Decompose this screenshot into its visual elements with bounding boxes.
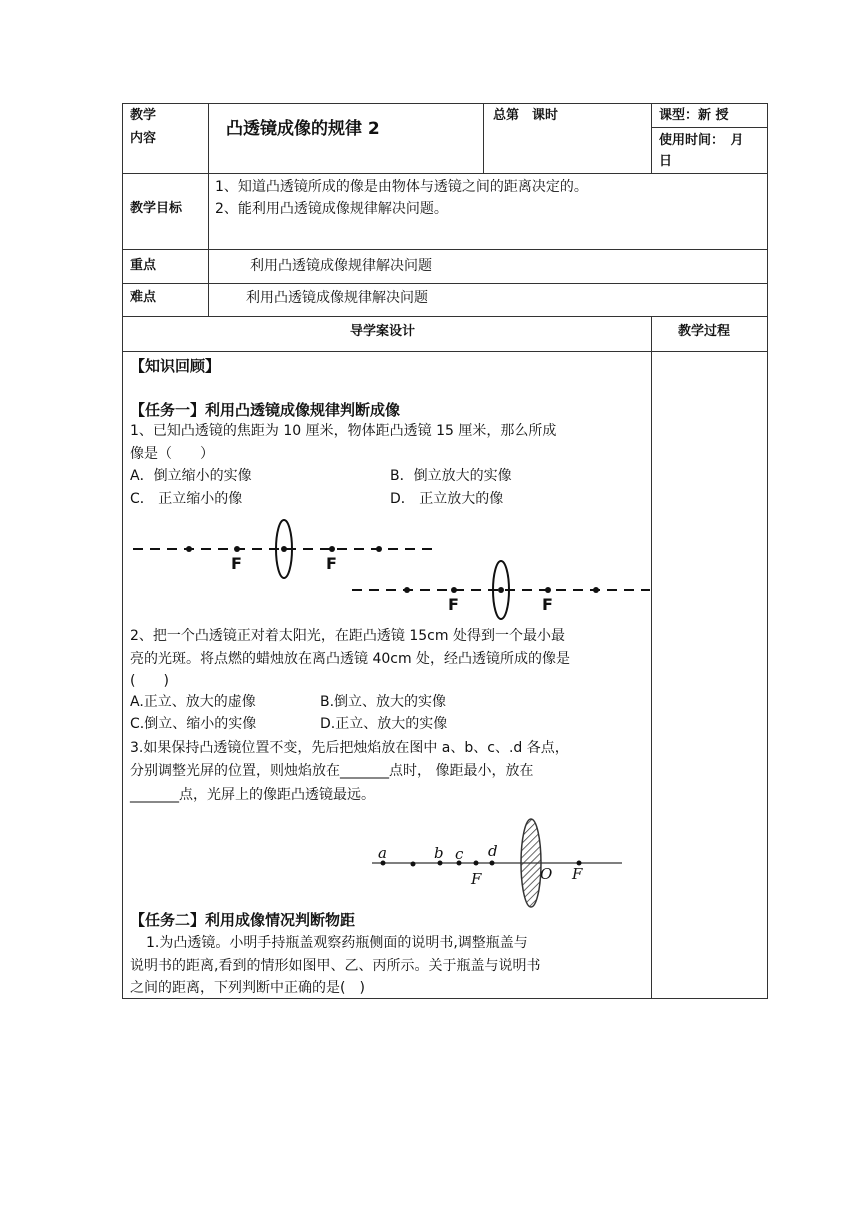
q2-option-b: B.倒立、放大的实像: [320, 694, 447, 710]
label-d: d: [488, 842, 498, 860]
goals-label: 教学目标: [130, 201, 183, 216]
task2-heading: 【任务二】利用成像情况判断物距: [130, 911, 356, 929]
content-label-1: 教学: [130, 108, 157, 123]
goal-item-2: 2、能利用凸透镜成像规律解决问题。: [215, 201, 448, 217]
q3-line2: 分别调整光屏的位置，则烛焰放在_______点时， 像距最小，放在: [130, 763, 534, 779]
q2-stem-line3: ( ): [130, 673, 169, 689]
label-c: c: [455, 845, 464, 863]
lesson-type: 课型：新 授: [659, 108, 729, 123]
page-title: 凸透镜成像的规律 2: [226, 119, 380, 139]
q1-option-a: A．倒立缩小的实像: [130, 468, 252, 484]
q2-stem-line2: 亮的光斑。将点燃的蜡烛放在离凸透镜 40cm 处，经凸透镜所成的像是: [130, 651, 571, 667]
q1-option-d: D． 正立放大的像: [390, 491, 504, 507]
review-heading: 【知识回顾】: [130, 357, 221, 375]
q1-option-c: C． 正立缩小的像: [130, 491, 243, 507]
label-f-right: F: [572, 865, 583, 883]
key-point-label: 重点: [130, 258, 157, 273]
difficulty-text: 利用凸透镜成像规律解决问题: [246, 290, 428, 306]
q1-stem-line2: 像是（ ）: [130, 446, 214, 462]
label-b: b: [434, 844, 444, 862]
point-f-left: [474, 861, 479, 866]
q2-option-d: D.正立、放大的实像: [320, 716, 448, 732]
label-o: O: [540, 865, 553, 883]
goal-item-1: 1、知道凸透镜所成的像是由物体与透镜之间的距离决定的。: [215, 179, 588, 195]
q1-stem-line1: 1、已知凸透镜的焦距为 10 厘米，物体距凸透镜 15 厘米，那么所成: [130, 423, 557, 439]
key-point-text: 利用凸透镜成像规律解决问题: [250, 258, 432, 274]
q1-option-b: B．倒立放大的实像: [390, 468, 512, 484]
q2-option-a: A.正立、放大的虚像: [130, 694, 256, 710]
point-2f: [411, 862, 416, 867]
task2-q1-line2: 说明书的距离,看到的情形如图甲、乙、丙所示。关于瓶盖与说明书: [130, 958, 541, 974]
label-a: a: [378, 844, 387, 862]
q3-line3: _______点，光屏上的像距凸透镜最远。: [130, 787, 375, 803]
difficulty-label: 难点: [130, 290, 157, 305]
period-label: 总第 课时: [493, 108, 559, 123]
content-label-2: 内容: [130, 131, 157, 146]
q2-stem-line1: 2、把一个凸透镜正对着太阳光，在距凸透镜 15cm 处得到一个最小最: [130, 628, 565, 644]
q2-option-c: C.倒立、缩小的实像: [130, 716, 257, 732]
focus-label: F: [231, 554, 242, 573]
hatched-lens: [521, 819, 541, 907]
focus-label: F: [542, 595, 553, 614]
design-column-header: 导学案设计: [350, 324, 416, 339]
label-f-left: F: [471, 870, 482, 888]
focus-label: F: [448, 595, 459, 614]
focus-label: F: [326, 554, 337, 573]
time-label-day: 日: [659, 154, 673, 169]
time-label: 使用时间： 月: [659, 133, 744, 148]
task1-heading: 【任务一】利用凸透镜成像规律判断成像: [130, 401, 401, 419]
q3-line1: 3.如果保持凸透镜位置不变，先后把烛焰放在图中 a、b、c、.d 各点，: [130, 740, 569, 756]
task2-q1-line3: 之间的距离，下列判断中正确的是( ): [130, 980, 365, 996]
task2-q1-line1: 1.为凸透镜。小明手持瓶盖观察药瓶侧面的说明书,调整瓶盖与: [146, 935, 528, 951]
process-column-header: 教学过程: [678, 324, 731, 339]
